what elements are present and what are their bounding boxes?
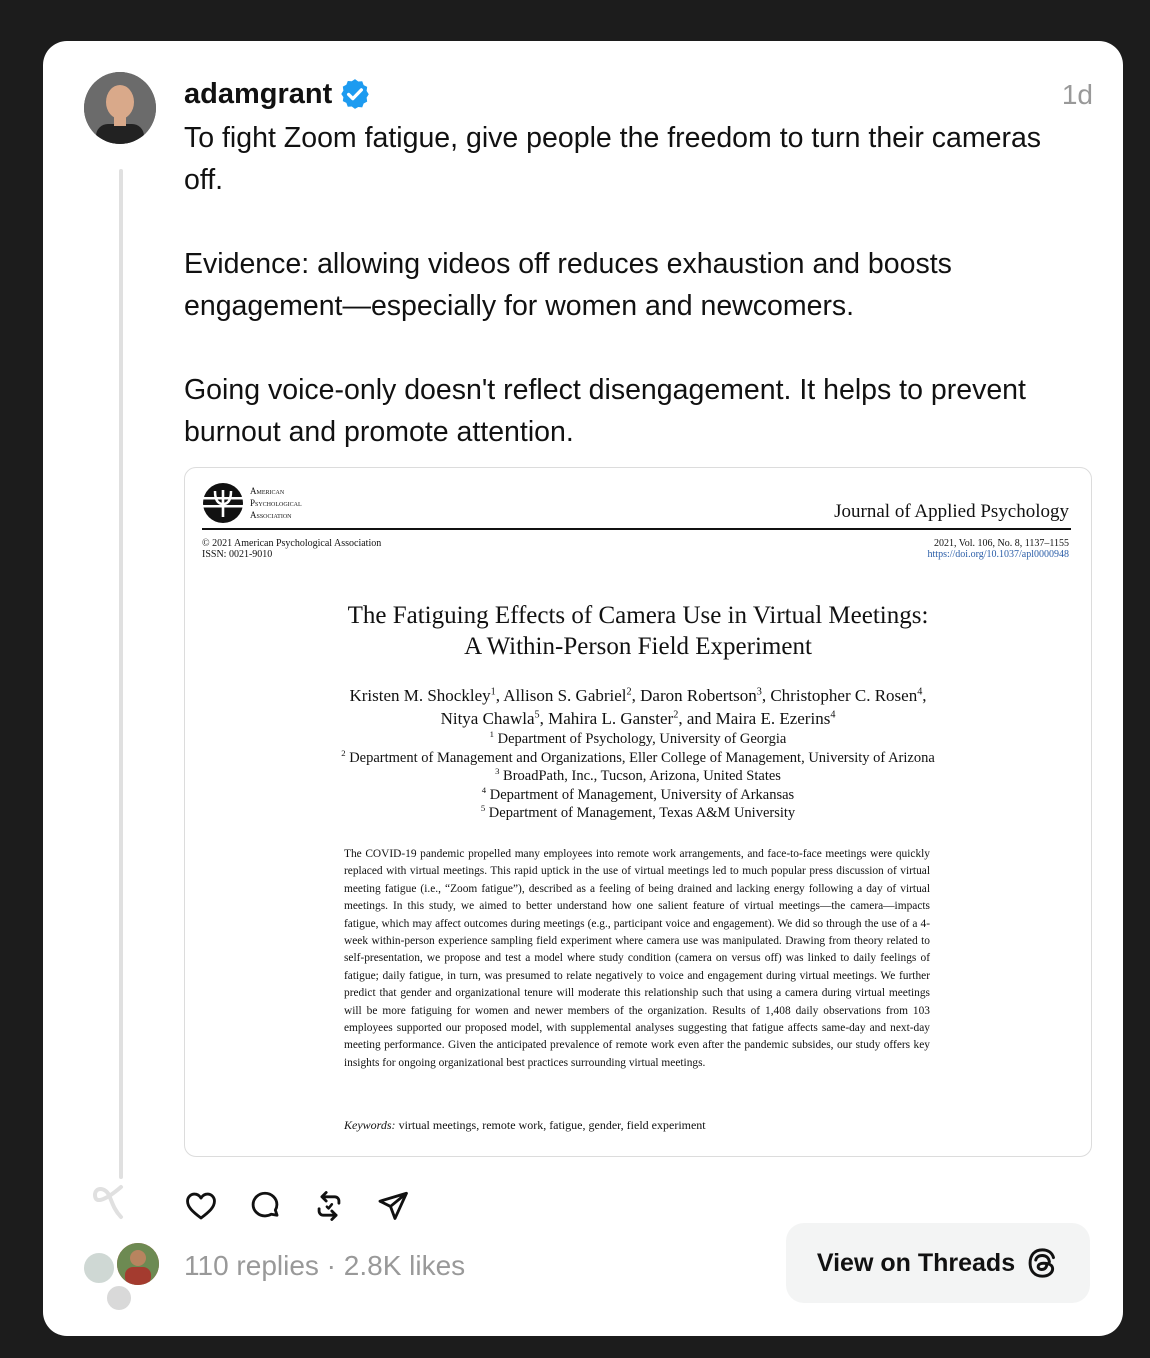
view-on-threads-button[interactable] [786,1223,1090,1303]
paper-authors: Kristen M. Shockley$^1$, Allison S. Gabriel$^2$, Daron Robertson$^3$, Christopher C. Rosen$^4$, Nitya Chawla$^5$, Mahira L. Ganster$^2$, and Maira E. Ezerins$^4$ [349,686,927,728]
author: Maira E. Ezerins [715,709,831,728]
threads-logo-icon [1025,1246,1059,1280]
username[interactable]: adamgrant [184,77,333,110]
apa-psi-logo-icon [202,482,244,524]
replier-avatar [82,1251,116,1285]
avatar-image [84,72,156,144]
apa-logo [202,482,302,524]
thread-loop-icon [87,1181,127,1221]
replier-avatar [105,1284,133,1312]
author: Mahira L. Ganster [548,709,674,728]
affiliation: $^4$ Department of Management, University of Arkansas [481,784,795,803]
post-paragraph: To fight Zoom fatigue, give people the freedom to turn their cameras off. [184,122,1042,196]
thread-line [119,169,123,1179]
author: Christopher C. Rosen [770,686,918,705]
author: Allison S. Gabriel [503,686,627,705]
header-rule [202,528,1071,530]
post-timestamp: 1d [1061,79,1093,110]
affiliation: $^3$ BroadPath, Inc., Tucson, Arizona, United States [495,766,781,784]
post-actions [184,1189,410,1223]
attached-paper-image[interactable] [184,467,1092,1157]
paper-meta-right [928,538,1069,560]
author: Daron Robertson [640,686,757,705]
verified-badge-icon [338,77,372,111]
avatar[interactable] [84,72,156,144]
paper-abstract: The COVID-19 pandemic propelled many employees into remote work arrangements, and face-to-face meetings were quickly replaced with virtual meetings. This rapid uptick in the use of virtual meetings led to much popular press discussion of virtual meeting fatigue (i.e., “Zoom fatigue”), described as a feeling of being drained and lacking energy following a day of virtual meetings. In this study, we aimed to better understand how one salient feature of virtual meetings—the camera—impacts fatigue, which may affect outcomes during meetings (e.g., participant voice and engagement). We did so through the use of a 4-week within-person experience sampling field experiment where camera use was manipulated. Drawing from theory related to self-presentation, we propose and test a model where study condition (camera on versus off) was linked to daily feelings of fatigue; daily fatigue, in turn, was presumed to relate negatively to voice and engagement during virtual meetings. We further predict that gender and organizational tenure will moderate this relationship such that using a camera during virtual meetings will be more fatiguing for women and newer members of the organization. Results of 1,408 daily observations from 103 employees supported our proposed model, with supplemental analyses suggesting that fatigue affects same-day and next-day meeting performance. Given the anticipated prevalence of remote work even after the pandemic subsides, our study offers key insights for ongoing organizational best practices surrounding virtual meetings. [344,848,930,1069]
author: Nitya Chawla [440,709,535,728]
volume-info: 2021, Vol. 106, No. 8, 1137–1155 [933,538,1069,549]
post-card [43,41,1123,1336]
engagement-stats[interactable]: 110 replies · 2.8K likes [184,1250,466,1281]
post-header [184,77,372,111]
paper-meta-left [202,538,381,560]
like-heart-icon[interactable] [184,1189,218,1223]
affiliation: $^5$ Department of Management, Texas A&M University [480,803,796,821]
post-paragraph: Going voice-only doesn't reflect disengagement. It helps to prevent burnout and promote attention. [184,374,1026,448]
journal-name: Journal of Applied Psychology [834,501,1069,522]
replier-avatar [115,1241,161,1287]
affiliation: $^2$ Department of Management and Organizations, Eller College of Management, University of Arizona [341,747,935,766]
paper-affiliations [185,730,1091,823]
apa-name: American Psychological Association [250,486,302,520]
replier-avatar-image [117,1243,159,1285]
repost-icon[interactable] [312,1189,346,1223]
reply-comment-icon[interactable] [248,1189,282,1223]
doi-link: https://doi.org/10.1037/apl0000948 [927,549,1069,560]
share-send-icon[interactable] [376,1189,410,1223]
issn: ISSN: 0021-9010 [202,549,273,560]
replier-avatars [79,1241,169,1311]
post-paragraph: Evidence: allowing videos off reduces exhaustion and boosts engagement—especially for women and newcomers. [184,248,952,322]
view-on-threads-label: View on Threads [816,1248,1016,1277]
copyright: © 2021 American Psychological Association [202,538,382,549]
author: Kristen M. Shockley [349,686,491,705]
affiliation: $^1$ Department of Psychology, University of Georgia [489,729,787,747]
paper-title: The Fatiguing Effects of Camera Use in Virtual Meetings: A Within-Person Field Experiment [347,602,929,660]
paper-keywords: Keywords: virtual meetings, remote work, fatigue, gender, field experiment [344,1118,706,1132]
post-body [184,117,1064,495]
